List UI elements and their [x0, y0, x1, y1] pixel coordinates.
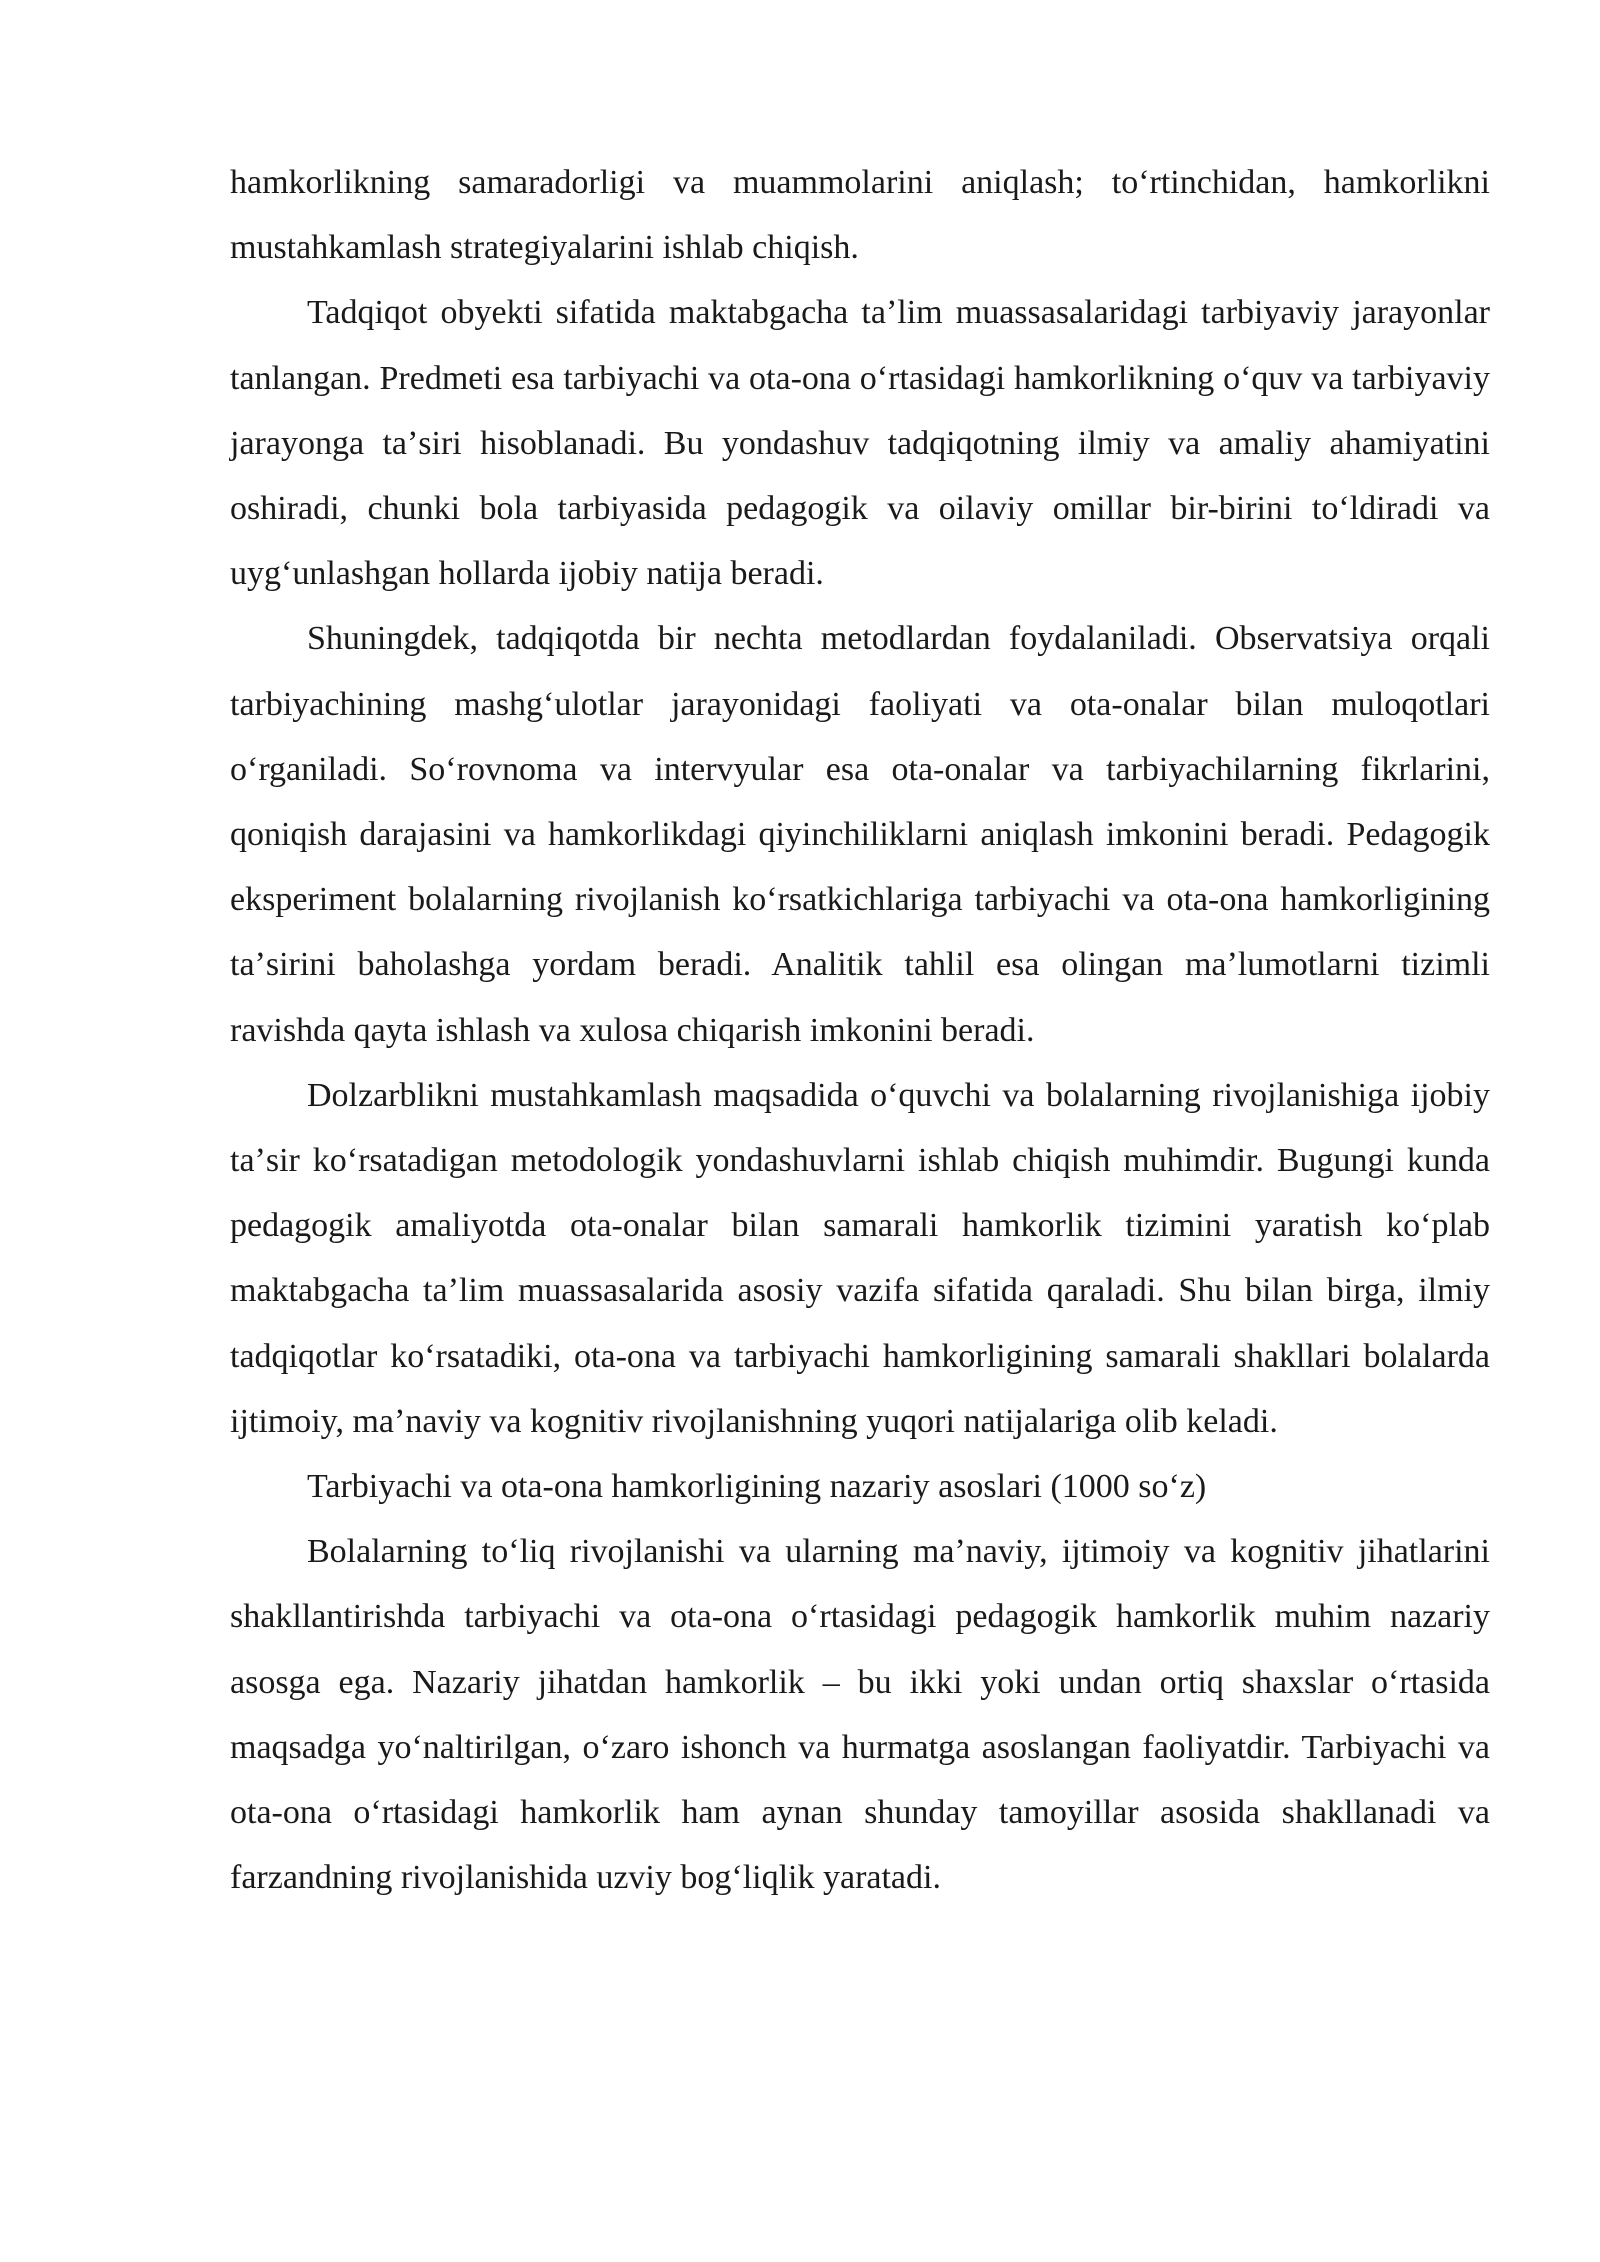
paragraph-methods: Shuningdek, tadqiqotda bir nechta metodlardan foydalaniladi. Observatsiya orqali tarbiyachining mashgʻulotlar jarayonidagi faoliyati va ota-onalar bilan muloqotlari oʻrganiladi. Soʻrovnoma va intervyular esa ota-onalar va tarbiyachilarning fikrlarini, qoniqish darajasini va hamkorlikdagi qiyinchiliklarni aniqlash imkonini beradi. Pedagogik eksperiment bolalarning rivojlanish koʻrsatkichlariga tarbiyachi va ota-ona hamkorligining taʼsirini baholashga yordam beradi. Analitik tahlil esa olingan maʼlumotlarni tizimli ravishda qayta ishlash va xulosa chiqarish imkonini beradi.	[230, 620, 1490, 1049]
section-heading: Tarbiyachi va ota-ona hamkorligining nazariy asoslari (1000 soʻz)	[307, 1468, 1207, 1506]
paragraph-continuation: hamkorlikning samaradorligi va muammolarini aniqlash; toʻrtinchidan, hamkorlikni mustahkamlash strategiyalarini ishlab chiqish.	[230, 164, 1490, 267]
document-page	[230, 150, 1490, 1910]
paragraph-research-object: Tadqiqot obyekti sifatida maktabgacha taʼlim muassasalaridagi tarbiyaviy jarayonlar tanlangan. Predmeti esa tarbiyachi va ota-ona oʻrtasidagi hamkorlikning oʻquv va tarbiyaviy jarayonga taʼsiri hisoblanadi. Bu yondashuv tadqiqotning ilmiy va amaliy ahamiyatini oshiradi, chunki bola tarbiyasida pedagogik va oilaviy omillar bir-birini toʻldiradi va uygʻunlashgan hollarda ijobiy natija beradi.	[230, 294, 1490, 593]
paragraph-relevance: Dolzarblikni mustahkamlash maqsadida oʻquvchi va bolalarning rivojlanishiga ijobiy taʼsir koʻrsatadigan metodologik yondashuvlarni ishlab chiqish muhimdir. Bugungi kunda pedagogik amaliyotda ota-onalar bilan samarali hamkorlik tizimini yaratish koʻplab maktabgacha taʼlim muassasalarida asosiy vazifa sifatida qaraladi. Shu bilan birga, ilmiy tadqiqotlar koʻrsatadiki, ota-ona va tarbiyachi hamkorligining samarali shakllari bolalarda ijtimoiy, maʼnaviy va kognitiv rivojlanishning yuqori natijalariga olib keladi.	[230, 1076, 1490, 1440]
paragraph-theoretical-basis: Bolalarning toʻliq rivojlanishi va ularning maʼnaviy, ijtimoiy va kognitiv jihatlarini shakllantirishda tarbiyachi va ota-ona oʻrtasidagi pedagogik hamkorlik muhim nazariy asosga ega. Nazariy jihatdan hamkorlik – bu ikki yoki undan ortiq shaxslar oʻrtasida maqsadga yoʻnaltirilgan, oʻzaro ishonch va hurmatga asoslangan faoliyatdir. Tarbiyachi va ota-ona oʻrtasidagi hamkorlik ham aynan shunday tamoyillar asosida shakllanadi va farzandning rivojlanishida uzviy bogʻliqlik yaratadi.	[230, 1533, 1490, 1897]
